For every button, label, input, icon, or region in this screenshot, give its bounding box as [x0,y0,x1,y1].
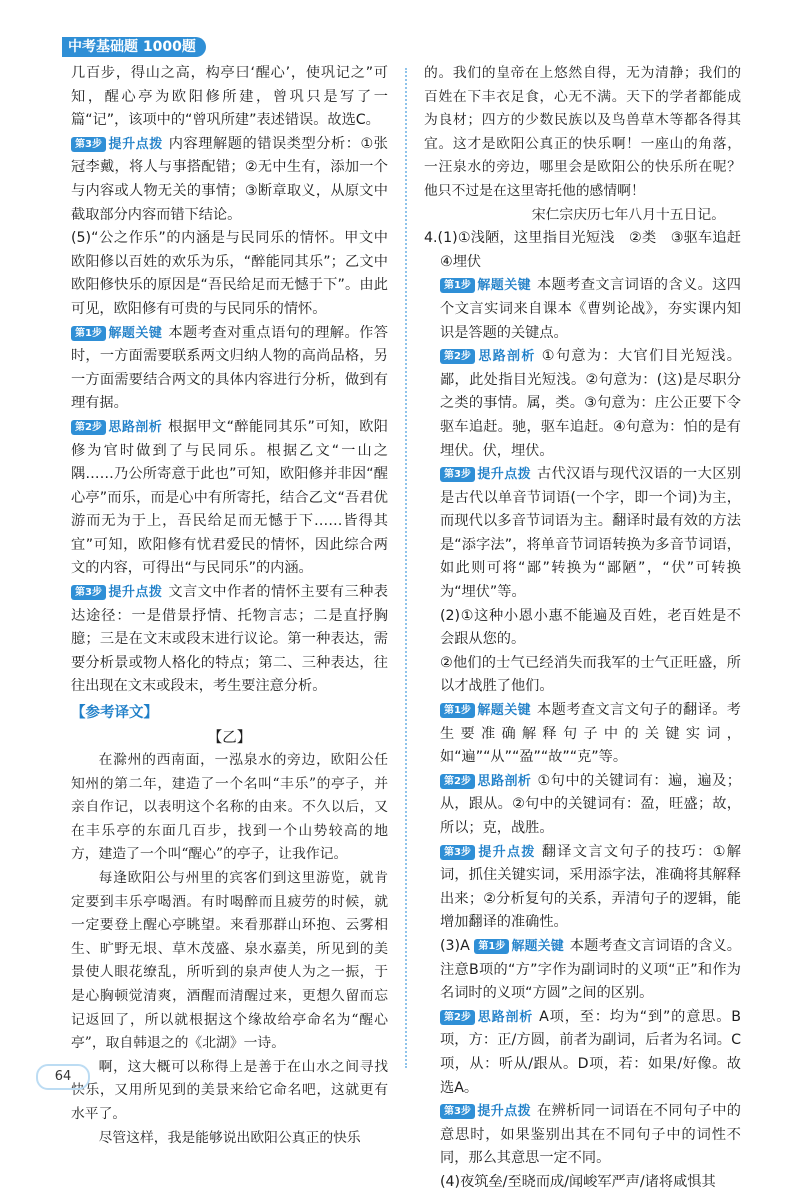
reference-translation-heading: 【参考译文】 [71,705,158,722]
analysis-text: 根据甲文“醉能同其乐”可知，欧阳修为官时做到了与民同乐。根据乙文“一山之隅……乃公所寄意于此也”可知，欧阳修并非因“醒心亭”而乐，而是心中有所寄托，结合乙文“吾君优游而无为于上，吾民给足而无憾于下……皆得其宜”可知，欧阳修有忧君爱民的情怀，因此综合两文的内容，可得出“与民同乐”的内涵。 [71,418,388,577]
tip-block [424,841,741,935]
tip-block [71,133,388,227]
left-column [71,62,388,1150]
key-text: 本题考查文言文句子的翻译。考生要准确解释句子中的关键实词，如“遍”“从”“盈”“故”“克”等。 [440,702,741,766]
answer-q4-2-a: (2)①这种小恩小惠不能遍及百姓，老百姓是不会跟从您的。 [440,607,741,648]
step-2-badge: 第2步 [440,349,475,364]
step-3-badge: 第3步 [440,845,475,860]
analysis-block [424,345,741,463]
step-3-badge: 第3步 [440,1104,475,1119]
step-2-badge: 第2步 [440,774,475,789]
analysis-block [424,770,741,841]
analysis-text: ①句中的关键词有：遍，遍及；从，跟从。②句中的关键词有：盈，旺盛；故，所以；克，战胜。 [440,772,741,836]
translation-paragraph: 在滁州的西南面，一泓泉水的旁边，欧阳公任知州的第二年，建造了一个名叫“丰乐”的亭子，并亲自作记，以表明这个名称的由来。不久以后，又在丰乐亭的东面几百步，找到一个山势较高的地方，建造了一个叫“醒心”的亭子，让我作记。 [71,752,388,863]
key-block [424,699,741,770]
translation-paragraph: 啊，这大概可以称得上是善于在山水之间寻找快乐，又用所见到的美景来给它命名吧，这就更有水平了。 [71,1058,388,1122]
tip-block [71,581,388,699]
key-label: 解题关键 [511,938,564,954]
right-column [424,62,756,1195]
step-3-badge: 第3步 [71,585,106,600]
key-block [71,322,388,416]
tip-text: 古代汉语与现代汉语的一大区别是古代以单音节词语(一个字，即一个词)为主，而现代以多音节词语为主。翻译时最有效的方法是“添字法”，将单音节词语转换为多音节词语，如此则可将“鄙”转换为“鄙陋”，“伏”可转换为“埋伏”等。 [440,466,741,601]
tip-text: 文言文中作者的情怀主要有三种表达途径：一是借景抒情、托物言志；二是直抒胸臆；三是在文末或段末进行议论。第一种表达，需要分析景或物人格化的特点；第二、三种表达，往往出现在文末或段末，考生要注意分析。 [71,584,388,695]
book-series-banner: 中考基础题 1000题 [62,37,206,57]
answer-q5: (5)“公之作乐”的内涵是与民同乐的情怀。甲文中欧阳修以百姓的欢乐为乐，“醉能同其乐”；乙文中欧阳修快乐的原因是“吾民给足而无憾于下”。由此可见，欧阳修有可贵的与民同乐的情怀。 [71,230,388,317]
analysis-text: ①句意为：大官们目光短浅。鄙，此处指目光短浅。②句意为：(这)是尽职分之类的事情。属，类。③句意为：庄公正要下令驱车追赶。驰，驱车追赶。④句意为：怕的是有埋伏。伏，埋伏。 [440,348,741,459]
translation-paragraph: 的。我们的皇帝在上悠然自得，无为清静；我们的百姓在下丰衣足食，心无不满。天下的学者都能成为良材；四方的少数民族以及鸟兽草木等都各得其宜。这才是欧阳公真正的快乐啊！一座山的角落，一汪泉水的旁边，哪里会是欧阳公的快乐所在呢？他只不过是在这里寄托他的感情啊！ [424,65,741,199]
tip-block [424,463,741,605]
key-label: 解题关键 [476,278,532,294]
answer-q4-4: (4)夜筑垒/至晓而成/闻峻军严声/诸将咸惧其 [440,1173,716,1190]
step-3-badge: 第3步 [440,467,475,482]
answer-q4-3 [424,935,741,1006]
tip-label: 提升点拨 [476,1104,532,1120]
passage-yi-title: 【乙】 [207,730,252,747]
translation-date: 宋仁宗庆历七年八月十五日记。 [531,206,725,223]
tip-label: 提升点拨 [107,136,163,152]
step-2-badge: 第2步 [440,1010,475,1025]
analysis-block [71,416,388,581]
analysis-text: A项，至：均为“到”的意思。B项，方：正/方圆，前者为副词，后者为名词。C项，从：听从/跟从。D项，若：如果/好像。故选A。 [440,1008,741,1096]
step-1-badge: 第1步 [440,703,475,718]
analysis-label: 思路剖析 [476,773,532,789]
key-text: 本题考查文言词语的含义。这四个文言实词来自课本《曹刿论战》，夯实课内知识是答题的关键点。 [440,277,741,341]
step-3-badge: 第3步 [71,137,106,152]
step-1-badge: 第1步 [474,939,509,954]
step-1-badge: 第1步 [71,326,106,341]
tip-text: 内容理解题的错误类型分析：①张冠李戴，将人与事搭配错；②无中生有，添加一个与内容或人物无关的事情；③断章取义，从原文中截取部分内容而错下结论。 [71,135,388,223]
key-label: 解题关键 [107,325,163,341]
answer-q4-3-head: (3)A [440,937,470,954]
step-2-badge: 第2步 [71,420,106,435]
tip-label: 提升点拨 [107,585,163,601]
analysis-label: 思路剖析 [476,349,536,365]
tip-text: 翻译文言文句子的技巧：①解词，抓住关键实词，采用添字法，准确将其解释出来；②分析复句的关系，弄清句子的逻辑，能增加翻译的准确性。 [440,843,741,931]
tip-label: 提升点拨 [476,467,532,483]
tip-label: 提升点拨 [476,844,536,860]
key-text: 本题考查对重点语句的理解。作答时，一方面需要联系两文归纳人物的高尚品格，另一方面需要结合两文的具体内容进行分析，做到有理有据。 [71,324,388,412]
column-divider [405,68,407,1068]
analysis-label: 思路剖析 [107,419,163,435]
answer-paragraph: 几百步，得山之高，构亭曰‘醒心’，使巩记之”可知，醒心亭为欧阳修所建，曾巩只是写了一篇“记”，该项中的“曾巩所建”表述错误。故选C。 [71,65,388,129]
key-label: 解题关键 [476,703,532,719]
key-text: 本题考查文言词语的含义。注意B项的“方”字作为副词时的义项“正”和作为名词时的义项“方圆”之间的区别。 [440,937,741,1002]
answer-q4-2-b: ②他们的士气已经消失而我军的士气正旺盛，所以才战胜了他们。 [440,654,741,695]
key-block [424,274,741,345]
translation-paragraph: 每逢欧阳公与州里的宾客们到这里游览，就肯定要到丰乐亭喝酒。有时喝醉而且疲劳的时候，就一定要登上醒心亭眺望。来看那群山环抱、云雾相生、旷野无垠、草木茂盛、泉水嘉美，所见到的美景使人眼花缭乱，所听到的泉声使人为之一振，于是心胸顿觉清爽，酒醒而清醒过来，更想久留而忘记返回了，所以就根据这个缘故给亭命名为“醒心亭”，取自韩退之的《北湖》一诗。 [71,870,388,1052]
tip-block [424,1100,741,1171]
step-1-badge: 第1步 [440,278,475,293]
answer-q4-1: 4.(1)①浅陋，这里指目光短浅 ②类 ③驱车追赶 ④埋伏 [424,230,756,270]
analysis-block [424,1006,741,1100]
analysis-label: 思路剖析 [476,1009,534,1025]
tip-text: 在辨析同一词语在不同句子中的意思时，如果鉴别出其在不同句子中的词性不同，那么其意思一定不同。 [440,1103,741,1167]
translation-paragraph: 尽管这样，我是能够说出欧阳公真正的快乐 [98,1129,361,1146]
page-number: 64 [36,1064,90,1090]
